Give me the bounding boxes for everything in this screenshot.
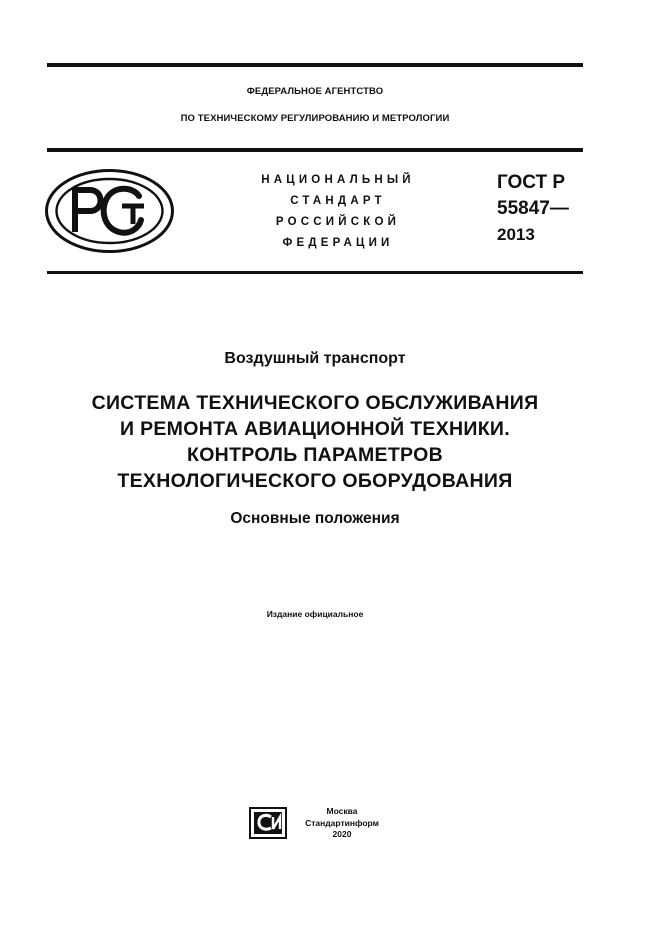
national-line-1: НАЦИОНАЛЬНЫЙ [261, 174, 415, 186]
publisher-year: 2020 [332, 829, 352, 839]
bottom-rule [47, 271, 583, 274]
document-subtitle: Основные положения [230, 510, 400, 527]
title-line-3: КОНТРОЛЬ ПАРАМЕТРОВ [187, 444, 443, 466]
publisher-name: Стандартинформ [305, 817, 379, 828]
document-title [47, 390, 583, 494]
standartinform-logo-icon [249, 807, 287, 839]
publisher-info [292, 806, 392, 841]
gost-r-emblem-icon [44, 168, 175, 254]
designation-line-1: ГОСТ Р [497, 172, 566, 193]
title-line-4: ТЕХНОЛОГИЧЕСКОГО ОБОРУДОВАНИЯ [117, 470, 513, 492]
designation-line-2: 55847— [497, 198, 569, 219]
title-line-1: СИСТЕМА ТЕХНИЧЕСКОГО ОБСЛУЖИВАНИЯ [91, 392, 539, 414]
national-line-3: РОССИЙСКОЙ [275, 216, 401, 228]
national-standard-label [238, 170, 438, 254]
top-rule [47, 63, 583, 67]
edition-note: Издание официальное [266, 609, 364, 619]
standard-designation [497, 170, 569, 248]
document-subject: Воздушный транспорт [224, 350, 406, 367]
agency-name-line-2: ПО ТЕХНИЧЕСКОМУ РЕГУЛИРОВАНИЮ И МЕТРОЛОГИИ [180, 113, 450, 124]
national-line-4: ФЕДЕРАЦИИ [282, 237, 394, 249]
publisher-city: Москва [326, 806, 358, 816]
agency-name-line-1: ФЕДЕРАЛЬНОЕ АГЕНТСТВО [246, 86, 384, 97]
national-line-2: СТАНДАРТ [290, 195, 386, 207]
middle-rule [47, 148, 583, 152]
designation-line-3: 2013 [497, 225, 535, 244]
title-line-2: И РЕМОНТА АВИАЦИОННОЙ ТЕХНИКИ. [120, 418, 510, 440]
